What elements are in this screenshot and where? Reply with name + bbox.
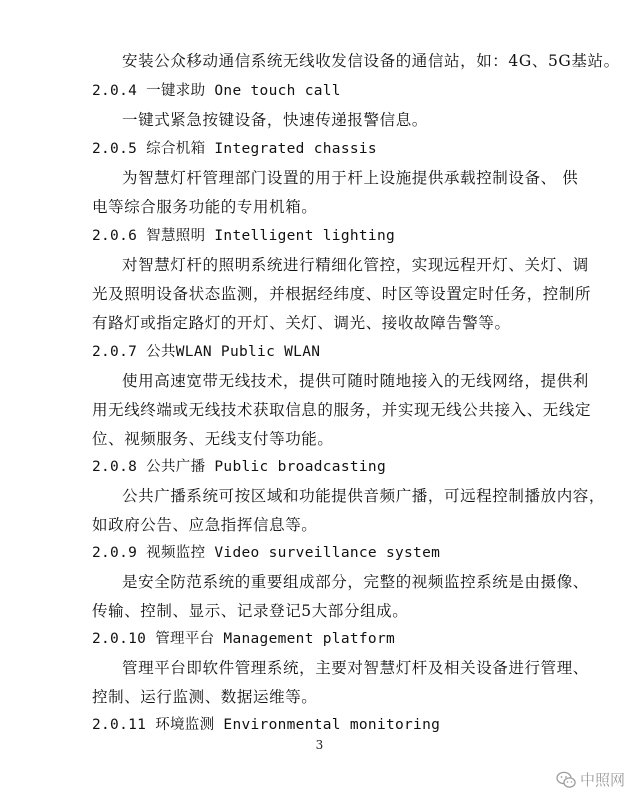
body-text-line: 控制、运行监测、数据运维等。 bbox=[92, 688, 318, 706]
section-heading-2-0-10: 2.0.10 管理平台 Management platform bbox=[92, 631, 396, 647]
body-text-line: 光及照明设备状态监测，并根据经纬度、时区等设置定时任务，控制所 bbox=[92, 285, 592, 303]
page-number: 3 bbox=[315, 738, 324, 752]
section-heading-2-0-4: 2.0.4 一键求助 One touch call bbox=[92, 83, 341, 99]
watermark-text: 中照网 bbox=[579, 771, 625, 789]
watermark bbox=[556, 769, 625, 790]
section-heading-2-0-8: 2.0.8 公共广播 Public broadcasting bbox=[92, 459, 386, 475]
section-heading-2-0-7: 2.0.7 公共WLAN Public WLAN bbox=[92, 344, 321, 360]
body-text-line: 一键式紧急按键设备，快速传递报警信息。 bbox=[122, 111, 428, 129]
wechat-icon bbox=[556, 771, 576, 789]
body-text-line: 为智慧灯杆管理部门设置的用于杆上设施提供承载控制设备、 供 bbox=[122, 169, 579, 187]
body-text-line: 有路灯或指定路灯的开灯、关灯、调光、接收故障告警等。 bbox=[92, 314, 511, 332]
section-heading-2-0-9: 2.0.9 视频监控 Video surveillance system bbox=[92, 545, 441, 561]
body-text-line: 如政府公告、应急指挥信息等。 bbox=[92, 516, 318, 534]
body-text-line: 对智慧灯杆的照明系统进行精细化管控，实现远程开灯、关灯、调 bbox=[122, 256, 589, 274]
body-text-line: 传输、控制、显示、记录登记5大部分组成。 bbox=[92, 602, 409, 620]
body-text-line: 公共广播系统可按区域和功能提供音频广播，可远程控制播放内容， bbox=[122, 487, 606, 505]
body-text-line: 安装公众移动通信系统无线收发信设备的通信站，如：4G、5G基站。 bbox=[122, 52, 620, 70]
body-text-line: 是安全防范系统的重要组成部分，完整的视频监控系统是由摄像、 bbox=[122, 573, 589, 591]
body-text-line: 位、视频服务、无线支付等功能。 bbox=[92, 430, 334, 448]
body-text-line: 使用高速宽带无线技术，提供可随时随地接入的无线网络，提供利 bbox=[122, 372, 589, 390]
section-heading-2-0-5: 2.0.5 综合机箱 Integrated chassis bbox=[92, 141, 377, 157]
body-text-line: 管理平台即软件管理系统，主要对智慧灯杆及相关设备进行管理、 bbox=[122, 659, 589, 677]
section-heading-2-0-11: 2.0.11 环境监测 Environmental monitoring bbox=[92, 717, 441, 733]
section-heading-2-0-6: 2.0.6 智慧照明 Intelligent lighting bbox=[92, 228, 396, 244]
body-text-line: 用无线终端或无线技术获取信息的服务，并实现无线公共接入、无线定 bbox=[92, 401, 592, 419]
body-text-line: 电等综合服务功能的专用机箱。 bbox=[92, 198, 318, 216]
